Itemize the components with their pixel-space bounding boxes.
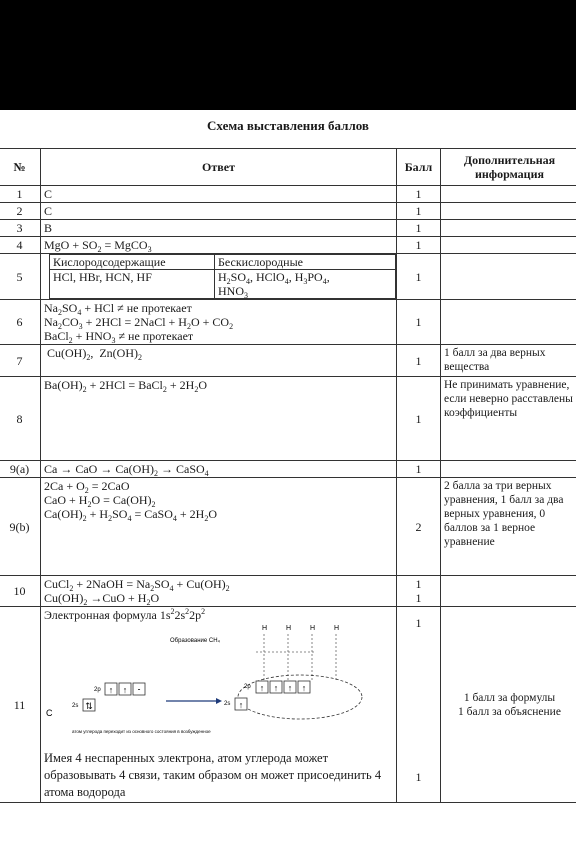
spin-up-icon: ↑ xyxy=(301,683,307,693)
oxygen-acids-value: HCl, HBr, HCN, HF xyxy=(50,270,215,299)
row-points: 1 xyxy=(397,203,441,220)
row-points: 1 xyxy=(397,345,441,377)
sublevel-2s-label: 2s xyxy=(224,701,231,707)
row-info xyxy=(441,300,576,345)
row-points: 1 xyxy=(397,237,441,254)
table-row xyxy=(0,607,576,803)
table-row xyxy=(0,220,576,237)
hydrogen-label: H xyxy=(286,625,292,632)
row-num: 1 xyxy=(0,186,41,203)
row-num: 5 xyxy=(0,254,41,300)
ch4-formation-diagram xyxy=(44,622,393,750)
table-row xyxy=(0,377,576,461)
spin-up-icon: ↑ xyxy=(287,683,293,693)
black-header-band xyxy=(0,0,576,110)
hydrogen-label: H xyxy=(262,625,268,632)
spin-up-icon: ↑ xyxy=(259,683,265,693)
diagram-caption: атом углерода переходит из основного состояния в возбужденное xyxy=(72,729,211,734)
row-answer: $Cu(OH)_2$, $Zn(OH)_2$ xyxy=(41,345,397,377)
hydrogen-label: H xyxy=(310,625,316,632)
table-row xyxy=(0,345,576,377)
diagram-title: Образование CH₄ xyxy=(170,638,220,644)
row-info xyxy=(441,576,576,607)
spin-up-icon: ↑ xyxy=(238,700,244,710)
sublevel-2p-label: 2p xyxy=(244,684,251,690)
info-explanation: 1 балл за объяснение xyxy=(458,705,561,718)
page-title: Схема выставления баллов xyxy=(207,118,369,133)
table-row xyxy=(0,186,576,203)
row-answer xyxy=(41,607,397,803)
row-num: 2 xyxy=(0,203,41,220)
info-formula: 1 балл за формулы xyxy=(463,691,556,704)
row-answer: $2Ca + O_2 = 2CaO$ CaO + $H_2O = Ca(OH)_2$ $Ca(OH)_2 + H_2SO_4$ = CaSO$_4$ + $2H_2O$ xyxy=(41,478,397,576)
row-num: 6 xyxy=(0,300,41,345)
points-a: 1 xyxy=(415,616,422,630)
row-info xyxy=(441,254,576,300)
oxygen-free-value: $H_2SO_4$, HClO$_4$, $H_3PO_4$, $HNO_3$ xyxy=(215,270,396,299)
row-answer: C xyxy=(41,186,397,203)
transition-arrow xyxy=(166,698,222,704)
row-info: 1 балл за два верных вещества xyxy=(441,345,576,377)
acids-subtable xyxy=(49,254,396,299)
atom-label: C xyxy=(46,708,53,718)
electron-formula: Электронная формула $1s^22s^22p^2$ xyxy=(44,607,206,622)
row-points: 1 xyxy=(397,461,441,478)
row-info xyxy=(441,607,576,803)
row-answer: Ca → CaO → $Ca(OH)_2$ → CaSO$_4$ xyxy=(41,461,397,478)
points-b: 1 xyxy=(415,591,422,605)
hydrogen-label: H xyxy=(334,625,340,632)
oxygen-acids-header: Кислородсодержащие xyxy=(50,255,215,270)
row-points: 1 xyxy=(397,186,441,203)
table-row xyxy=(0,237,576,254)
spin-up-icon: ↑ xyxy=(273,683,279,693)
scoring-table xyxy=(0,148,576,803)
row-info xyxy=(441,220,576,237)
row-num: 4 xyxy=(0,237,41,254)
spin-up-icon: ↑ xyxy=(108,685,114,695)
row-points xyxy=(397,576,441,607)
row-info: 2 балла за три верных уравнения, 1 балл за два верных уравнения, 0 баллов за 1 верное уравнение xyxy=(441,478,576,576)
table-row xyxy=(0,203,576,220)
sublevel-2p-label: 2p xyxy=(94,687,101,693)
row-answer: C xyxy=(41,203,397,220)
row-answer: $Ba(OH)_2 + 2HCl$ = BaCl$_2$ + $2H_2O$ xyxy=(41,377,397,461)
sublevel-2s-label: 2s xyxy=(72,703,79,709)
oxygen-free-header: Бескислородные xyxy=(215,255,396,270)
row-num: 11 xyxy=(0,607,41,803)
row-num: 9(a) xyxy=(0,461,41,478)
table-row xyxy=(0,254,576,300)
row-info xyxy=(441,203,576,220)
row-points: 2 xyxy=(397,478,441,576)
table-row xyxy=(0,300,576,345)
row-info xyxy=(441,186,576,203)
table-row xyxy=(0,478,576,576)
row-points: 1 xyxy=(397,220,441,237)
explanation-text: Имея 4 неспаренных электрона, атом углерода может образовывать 4 связи, таким образом он может присоединить 4 атома водорода xyxy=(44,751,382,799)
row-info: Не принимать уравнение, если неверно расставлены коэффициенты xyxy=(441,377,576,461)
row-info xyxy=(441,237,576,254)
header-points: Балл xyxy=(397,149,441,186)
row-num: 9(b) xyxy=(0,478,41,576)
row-info xyxy=(441,461,576,478)
row-points: 1 xyxy=(397,377,441,461)
row-points: 1 xyxy=(397,300,441,345)
row-num: 8 xyxy=(0,377,41,461)
table-header-row xyxy=(0,149,576,186)
row-answer: $Na_2SO_4$ + HCl ≠ не протекает $Na_2CO_3 + 2HCl$ = 2NaCl + $H_2O + CO_2$ BaCl$_2$ + $HNO_3$ ≠ не протекает xyxy=(41,300,397,345)
spin-up-icon: ↑ xyxy=(122,685,128,695)
row-answer: MgO + $SO_2$ = MgCO$_3$ xyxy=(41,237,397,254)
spin-pair-icon: ⇅ xyxy=(85,701,93,711)
electron-dot-icon: ⁃ xyxy=(137,687,141,694)
header-num: № xyxy=(0,149,41,186)
points-b: 1 xyxy=(415,770,422,784)
header-answer: Ответ xyxy=(41,149,397,186)
header-info: Дополнительная информация xyxy=(441,149,576,186)
table-row xyxy=(0,461,576,478)
bond-lines xyxy=(256,634,336,680)
row-num: 7 xyxy=(0,345,41,377)
row-answer: B xyxy=(41,220,397,237)
row-points: 1 xyxy=(397,254,441,300)
table-row xyxy=(0,576,576,607)
row-answer xyxy=(41,254,397,300)
row-num: 3 xyxy=(0,220,41,237)
points-a: 1 xyxy=(415,577,422,591)
row-num: 10 xyxy=(0,576,41,607)
row-answer: CuCl$_2$ + 2NaOH = $Na_2SO_4 + Cu(OH)_2$ $Cu(OH)_2 \to CuO + H_2O$ xyxy=(41,576,397,607)
row-points xyxy=(397,607,441,803)
